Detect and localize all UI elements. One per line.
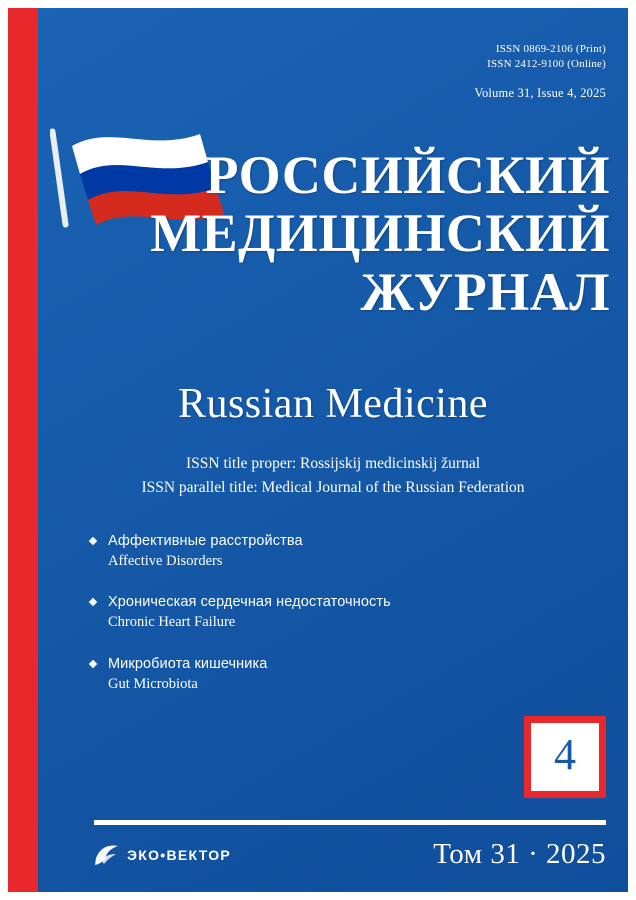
cover-panel [38,8,628,892]
bird-logo-icon [94,844,120,866]
topic-en: Gut Microbiota [108,675,198,692]
list-item [90,593,391,632]
volume-issue-line: Volume 31, Issue 4, 2025 [474,85,606,100]
diamond-bullet-icon [89,660,97,668]
topic-en: Chronic Heart Failure [108,614,236,631]
issn-print: ISSN 0869-2106 (Print) [495,43,606,55]
issn-title-block [38,452,628,500]
list-item [90,655,391,694]
title-ru-line-2: МЕДИЦИНСКИЙ [150,203,610,264]
topic-ru: Аффективные расстройства [108,533,303,549]
issue-number-box [524,716,606,798]
topic-en: Affective Disorders [108,552,223,569]
diamond-bullet-icon [89,537,97,545]
bottom-divider [94,820,606,825]
journal-title-ru [38,146,610,321]
issue-number: 4 [554,730,576,779]
issn-block [474,42,606,102]
publisher-name: ЭКО•ВЕКТОР [127,847,232,863]
issn-title-parallel: ISSN parallel title: Medical Journal of the Russian Federation [141,479,525,497]
title-ru-line-1: РОССИЙСКИЙ [205,145,610,205]
topic-ru: Микробиота кишечника [108,655,268,672]
journal-title-en: Russian Medicine [177,381,489,427]
topics-list [90,532,391,716]
issn-title-proper: ISSN title proper: Rossijskij medicinskij žurnal [185,455,481,472]
title-ru-line-3: ЖУРНАЛ [360,261,610,322]
diamond-bullet-icon [89,598,97,606]
cover-spine-stripe [8,8,38,892]
list-item [90,532,391,571]
volume-year-label: Том 31 · 2025 [433,838,606,870]
topic-ru: Хроническая сердечная недостаточность [108,594,391,611]
publisher-logo [94,844,231,866]
issn-online: ISSN 2412-9100 (Online) [487,57,606,70]
